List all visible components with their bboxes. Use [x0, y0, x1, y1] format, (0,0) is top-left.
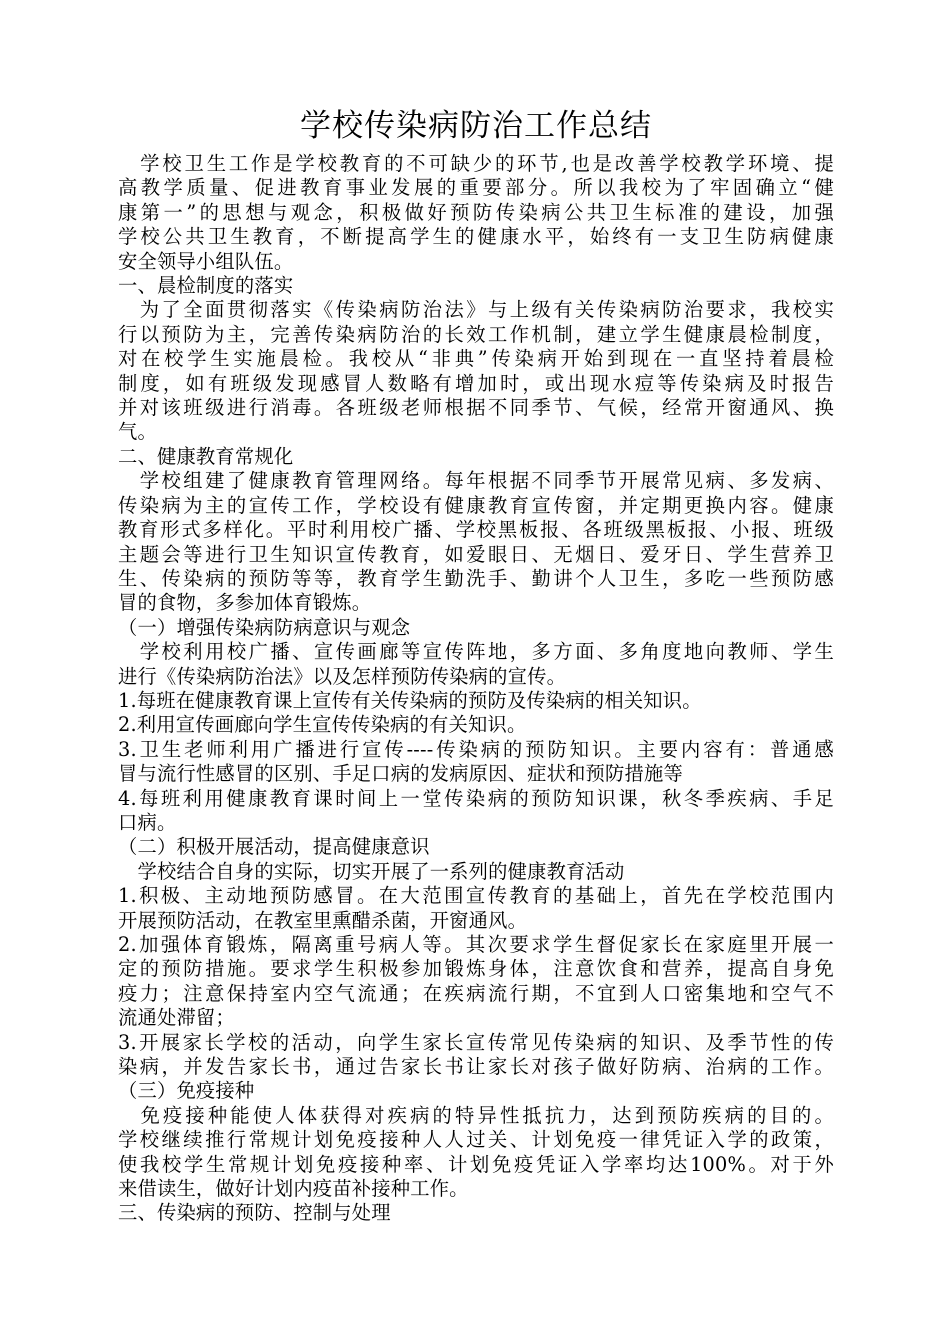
text-line: 疫力；注意保持室内空气流通；在疾病流行期，不宜到人口密集地和空气不 [118, 981, 834, 1005]
text-line: 行以预防为主，完善传染病防治的长效工作机制，建立学生健康晨检制度， [118, 322, 834, 346]
text-line: 使我校学生常规计划免疫接种率、计划免疫凭证入学率均达100%。对于外 [118, 1152, 834, 1176]
text-line: 安全领导小组队伍。 [118, 249, 294, 273]
text-line: 气。 [118, 420, 157, 444]
text-line: 口病。 [118, 810, 177, 834]
text-line: 教育形式多样化。平时利用校广播、学校黑板报、各班级黑板报、小报、班级 [118, 518, 834, 542]
text-line: 定的预防措施。要求学生积极参加锻炼身体，注意饮食和营养，提高自身免 [118, 957, 834, 981]
text-line: 1.每班在健康教育课上宣传有关传染病的预防及传染病的相关知识。 [118, 688, 702, 712]
text-line: （一）增强传染病防病意识与观念 [118, 615, 411, 639]
text-line: 学校组建了健康教育管理网络。每年根据不同季节开展常见病、多发病、 [118, 469, 834, 493]
text-line: 对在校学生实施晨检。我校从“非典”传染病开始到现在一直坚持着晨检 [118, 347, 834, 371]
text-line: 2.加强体育锻炼，隔离重号病人等。其次要求学生督促家长在家庭里开展一 [118, 933, 834, 956]
text-line: 学校结合自身的实际，切实开展了一系列的健康教育活动 [118, 859, 625, 883]
text-line: （二）积极开展活动，提高健康意识 [118, 835, 430, 859]
text-line: 冒与流行性感冒的区别、手足口病的发病原因、症状和预防措施等 [118, 762, 683, 786]
text-line: 来借读生，做好计划内疫苗补接种工作。 [118, 1177, 469, 1201]
text-line: 二、健康教育常规化 [118, 444, 294, 468]
text-line: 为了全面贯彻落实《传染病防治法》与上级有关传染病防治要求，我校实 [118, 298, 834, 322]
text-line: 2.利用宣传画廊向学生宣传传染病的有关知识。 [118, 713, 527, 737]
text-line: 高教学质量、促进教育事业发展的重要部分。所以我校为了牢固确立“健 [118, 176, 834, 200]
text-line: 冒的食物，多参加体育锻炼。 [118, 591, 372, 615]
text-line: 康第一”的思想与观念，积极做好预防传染病公共卫生标准的建设，加强 [118, 200, 834, 224]
text-line: 学校公共卫生教育，不断提高学生的健康水平，始终有一支卫生防病健康 [118, 225, 834, 249]
text-line: 制度，如有班级发现感冒人数略有增加时，或出现水痘等传染病及时报告 [118, 371, 834, 395]
text-line: 学校利用校广播、宣传画廊等宣传阵地，多方面、多角度地向教师、学生 [118, 640, 834, 664]
text-line: 主题会等进行卫生知识宣传教育，如爱眼日、无烟日、爱牙日、学生营养卫 [118, 542, 834, 566]
text-line: 3.卫生老师利用广播进行宣传----传染病的预防知识。主要内容有：普通感 [118, 737, 834, 761]
text-line: 学校卫生工作是学校教育的不可缺少的环节,也是改善学校教学环境、提 [118, 152, 834, 175]
document-title: 学校传染病防治工作总结 [300, 108, 652, 144]
text-line: 传染病为主的宣传工作，学校设有健康教育宣传窗，并定期更换内容。健康 [118, 493, 834, 517]
text-line: 并对该班级进行消毒。各班级老师根据不同季节、气候，经常开窗通风、换 [118, 396, 834, 420]
text-line: 1.积极、主动地预防感冒。在大范围宣传教育的基础上，首先在学校范围内 [118, 884, 834, 908]
text-line: 三、传染病的预防、控制与处理 [118, 1201, 391, 1225]
document-body [118, 152, 834, 1226]
text-line: 一、晨检制度的落实 [118, 274, 294, 298]
text-line: 免疫接种能使人体获得对疾病的特异性抵抗力，达到预防疾病的目的。 [118, 1103, 834, 1127]
text-line: 生、传染病的预防等等，教育学生勤洗手、勤讲个人卫生，多吃一些预防感 [118, 566, 834, 590]
text-line: 流通处滞留； [118, 1006, 235, 1030]
document-page [118, 100, 834, 1226]
text-line: 4.每班利用健康教育课时间上一堂传染病的预防知识课，秋冬季疾病、手足 [118, 786, 834, 810]
text-line: 染病，并发告家长书，通过告家长书让家长对孩子做好防病、治病的工作。 [118, 1055, 834, 1079]
text-line: 学校继续推行常规计划免疫接种人人过关、计划免疫一律凭证入学的政策， [118, 1128, 834, 1152]
text-line: 3.开展家长学校的活动，向学生家长宣传常见传染病的知识、及季节性的传 [118, 1030, 834, 1054]
text-line: 开展预防活动，在教室里熏醋杀菌，开窗通风。 [118, 908, 528, 932]
text-line: 进行《传染病防治法》以及怎样预防传染病的宣传。 [118, 664, 567, 688]
text-line: （三）免疫接种 [118, 1079, 255, 1103]
